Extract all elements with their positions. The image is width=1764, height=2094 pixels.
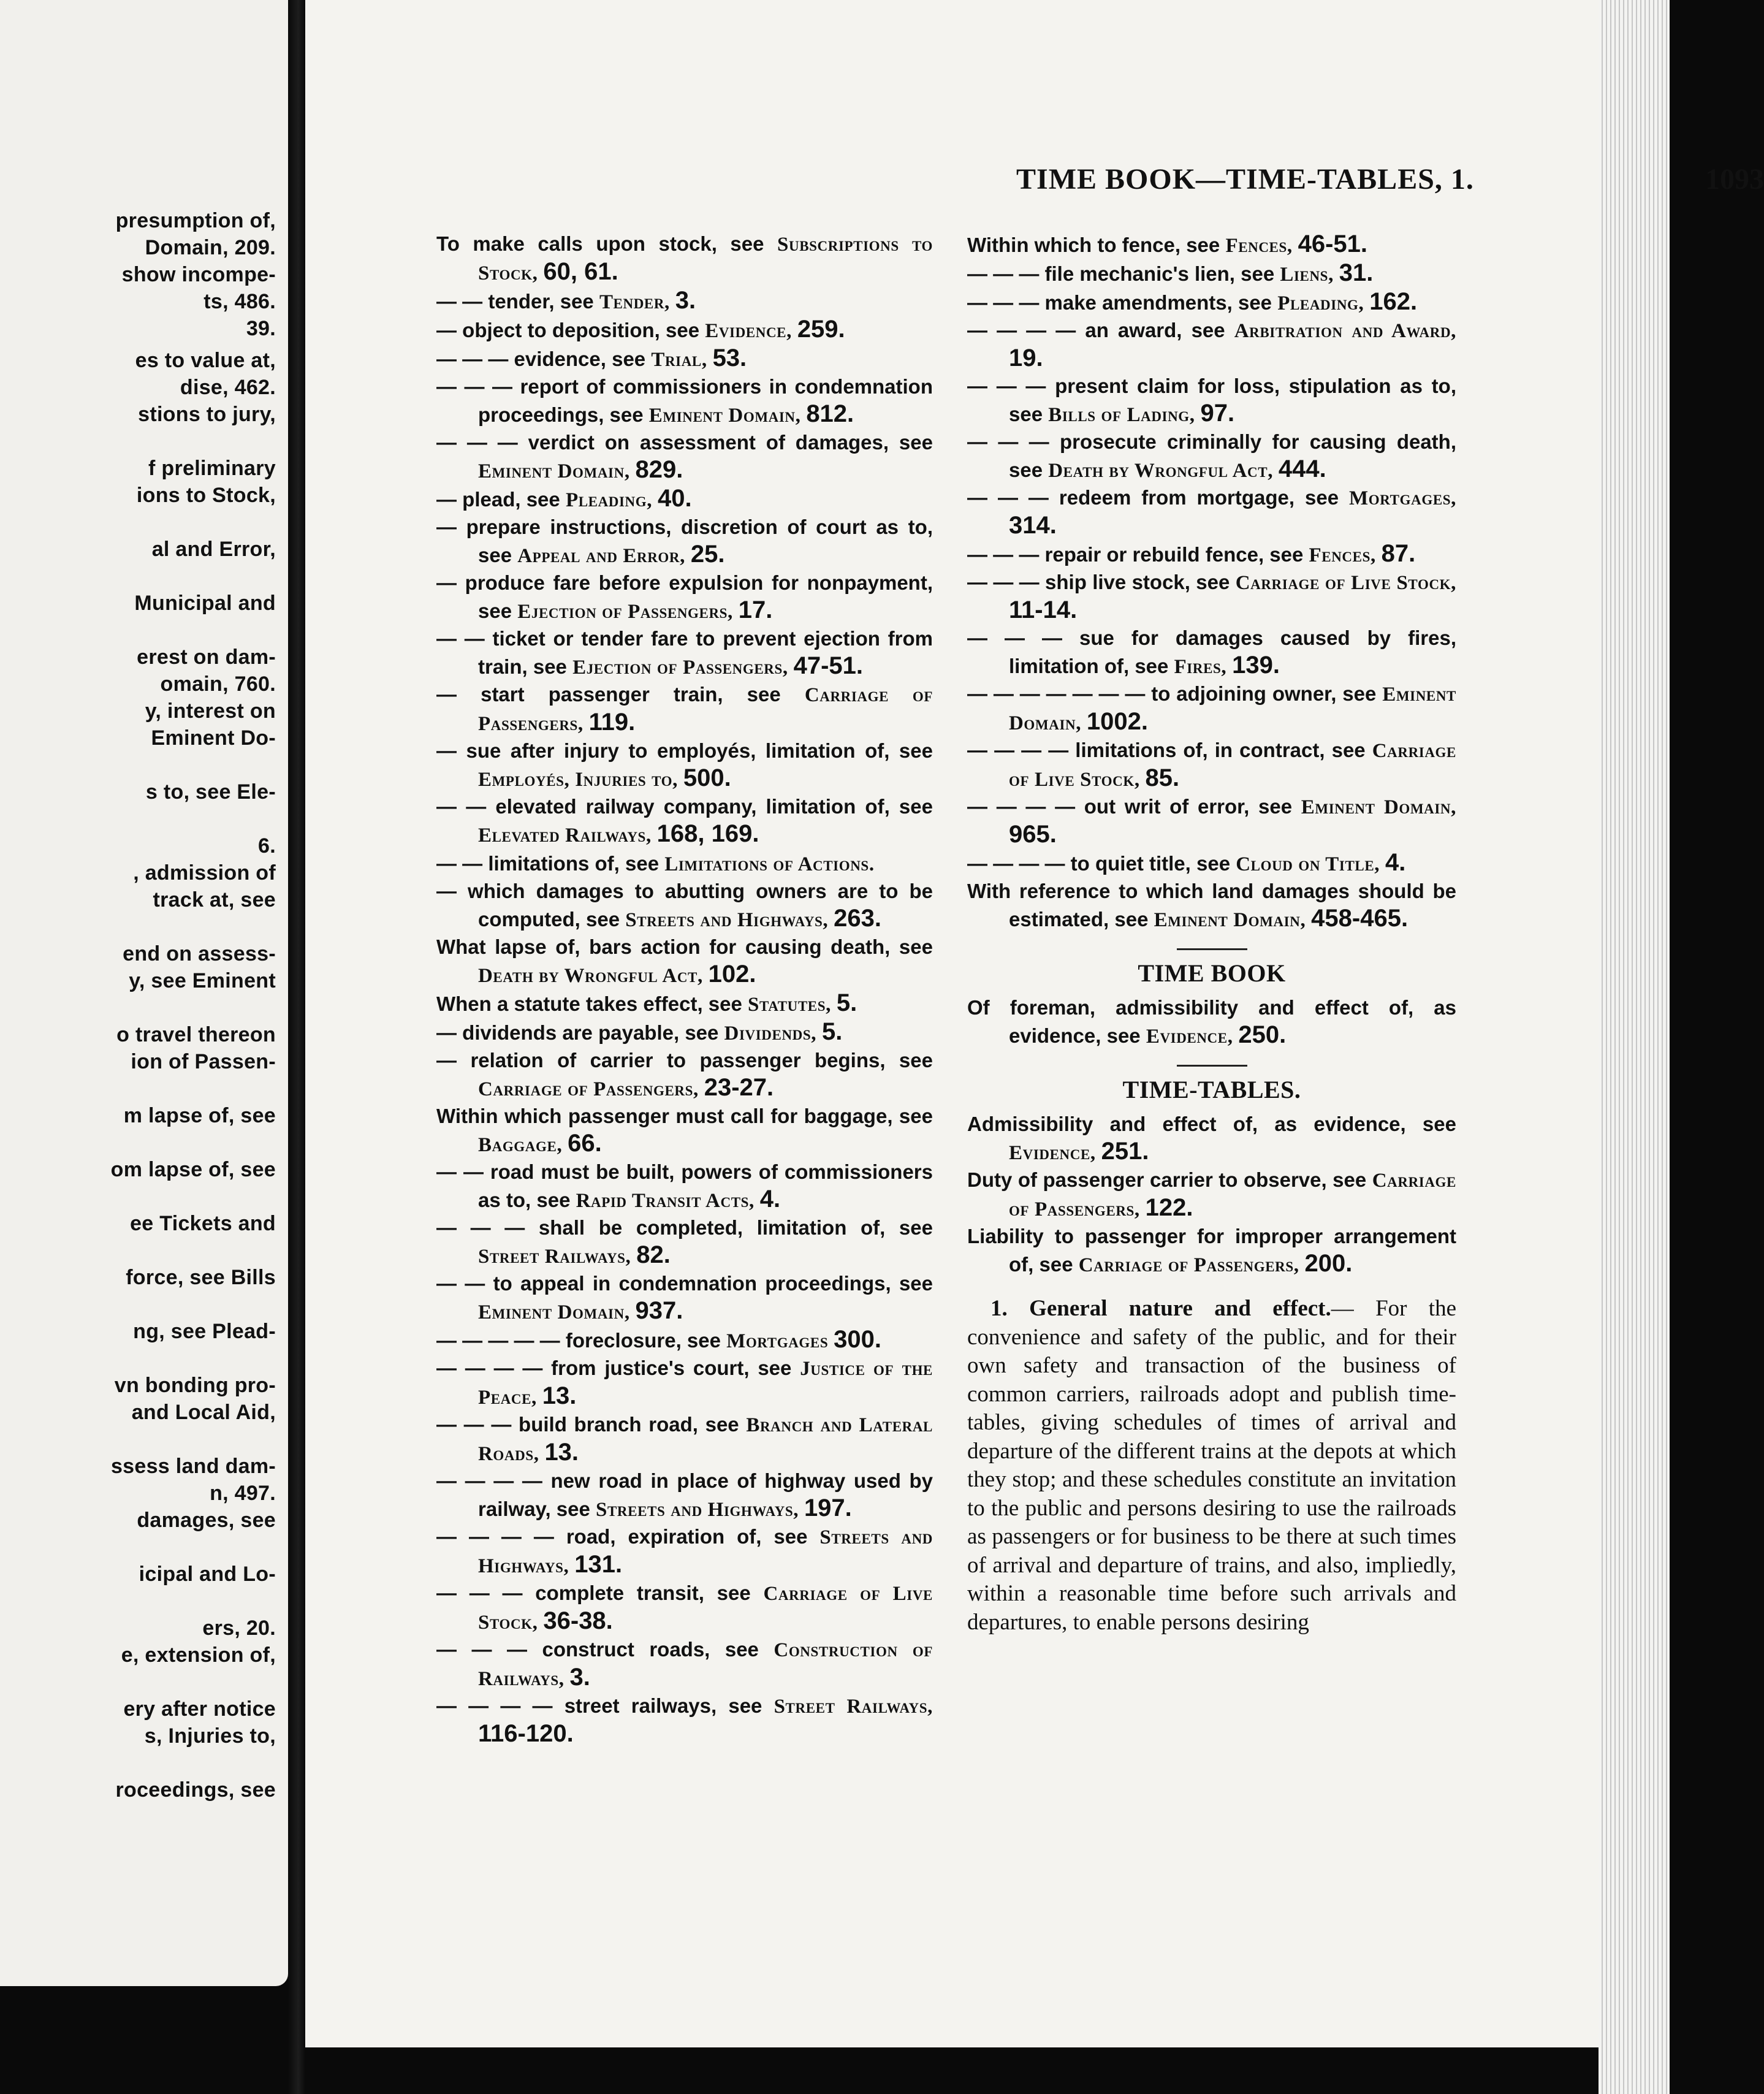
section-number: 87. bbox=[1381, 540, 1416, 567]
index-entry bbox=[436, 1214, 933, 1270]
entry-text: — relation of carrier to passenger begins, see bbox=[436, 1049, 933, 1072]
entry-text: To make calls upon stock, see bbox=[436, 232, 778, 255]
section-number: 122. bbox=[1145, 1194, 1193, 1221]
entry-text: — start passenger train, see bbox=[436, 683, 805, 706]
section-number: 3. bbox=[569, 1664, 590, 1691]
section-number: 5. bbox=[836, 989, 857, 1016]
left-page-fragment-line: , admission of bbox=[133, 861, 276, 885]
section-title-time-book: TIME BOOK bbox=[1138, 959, 1286, 987]
entry-text: Of foreman, admissibility and effect of, as evidence, see bbox=[967, 996, 1456, 1047]
index-entry bbox=[436, 514, 933, 569]
entry-text: — — — — new road in place of highway used by railway, see bbox=[436, 1469, 933, 1520]
index-entry bbox=[436, 1047, 933, 1103]
cross-reference: Statutes, bbox=[748, 994, 837, 1016]
cross-reference: Baggage, bbox=[478, 1134, 568, 1156]
section-divider bbox=[1177, 1065, 1247, 1067]
cross-reference: Liens, bbox=[1280, 264, 1339, 286]
section-number: 13. bbox=[544, 1439, 579, 1466]
entry-text: — — — sue for damages caused by fires, limitation of, see bbox=[967, 626, 1456, 677]
entry-text: — — ticket or tender fare to prevent ejection from train, see bbox=[436, 627, 933, 678]
cross-reference: Pleading, bbox=[1277, 292, 1370, 314]
cross-reference: Branch and Lateral Roads, bbox=[478, 1414, 933, 1465]
entry-text: — — — ship live stock, see bbox=[967, 571, 1236, 593]
cross-reference: Ejection of Passengers, bbox=[517, 601, 739, 623]
left-page-fragment-line: n, 497. bbox=[210, 1482, 276, 1505]
section-number: 60, 61. bbox=[543, 258, 618, 285]
index-entry bbox=[967, 484, 1456, 540]
entry-text: — — — — an award, see bbox=[967, 319, 1234, 341]
cross-reference: Carriage of Passengers, bbox=[478, 684, 933, 735]
index-entry bbox=[967, 878, 1456, 934]
page-number: 1093 bbox=[1705, 163, 1764, 196]
entry-text: — — tender, see bbox=[436, 290, 599, 313]
section-number: 4. bbox=[759, 1186, 781, 1213]
entry-text: — — — redeem from mortgage, see bbox=[967, 486, 1350, 509]
section-number: 47-51. bbox=[793, 652, 864, 679]
left-page-fragment-line: ssess land dam- bbox=[110, 1455, 276, 1478]
section-number: 965. bbox=[1009, 821, 1057, 848]
cross-reference: Arbitration and Award, bbox=[1234, 320, 1457, 342]
left-page-fragment-line: ts, 486. bbox=[203, 290, 276, 313]
entry-text: Duty of passenger carrier to observe, see bbox=[967, 1168, 1372, 1191]
section-title-time-tables: TIME-TABLES. bbox=[1122, 1076, 1301, 1103]
left-page-fragment-line: 6. bbox=[258, 834, 276, 858]
cross-reference: Rapid Transit Acts, bbox=[576, 1190, 760, 1212]
index-entry bbox=[967, 230, 1456, 259]
entry-text: — — — — street railways, see bbox=[436, 1694, 774, 1717]
entry-text: Within which to fence, see bbox=[967, 234, 1226, 256]
index-entry bbox=[967, 793, 1456, 849]
cross-reference: Subscriptions to Stock, bbox=[478, 234, 933, 284]
index-entry bbox=[436, 1355, 933, 1411]
index-entry bbox=[436, 989, 933, 1018]
left-page-fragment-line: Domain, 209. bbox=[145, 236, 276, 259]
index-entry bbox=[436, 793, 933, 849]
left-page-fragment-line: dise, 462. bbox=[180, 376, 276, 399]
section-number: 812. bbox=[806, 400, 854, 427]
section-number: 263. bbox=[834, 905, 881, 932]
time-book-entries bbox=[967, 994, 1456, 1050]
left-page-fragment-line: stions to jury, bbox=[138, 403, 276, 426]
section-number: 25. bbox=[690, 541, 725, 568]
section-number: 259. bbox=[797, 316, 845, 343]
cross-reference: Carriage of Live Stock, bbox=[478, 1583, 933, 1634]
entry-text: Within which passenger must call for baggage, see bbox=[436, 1105, 933, 1127]
cross-reference: Evidence, bbox=[705, 320, 797, 342]
entry-text: — — — complete transit, see bbox=[436, 1582, 764, 1604]
entry-text: — — to appeal in condemnation proceedings, see bbox=[436, 1272, 933, 1295]
index-entry bbox=[436, 1692, 933, 1748]
section-number: 11-14. bbox=[1009, 596, 1078, 623]
section-number: 300. bbox=[834, 1326, 881, 1353]
entry-text: — — — — limitations of, in contract, see bbox=[967, 739, 1372, 761]
entry-text: — produce fare before expulsion for nonpayment, see bbox=[436, 571, 933, 622]
section-number: 53. bbox=[712, 345, 747, 371]
index-entry bbox=[436, 1103, 933, 1159]
cross-reference: Death by Wrongful Act, bbox=[1048, 460, 1279, 482]
index-entry bbox=[436, 1580, 933, 1636]
entry-text: — — — — road, expiration of, see bbox=[436, 1525, 820, 1548]
cross-reference: Fences, bbox=[1309, 544, 1382, 566]
section-number: 162. bbox=[1369, 288, 1418, 315]
index-entry bbox=[436, 373, 933, 429]
index-entry bbox=[436, 1018, 933, 1047]
cross-reference: Appeal and Error, bbox=[517, 545, 691, 567]
index-entry bbox=[436, 681, 933, 737]
index-entry bbox=[436, 1270, 933, 1326]
section-number: 3. bbox=[675, 287, 696, 314]
cross-reference: Eminent Domain, bbox=[478, 460, 636, 482]
cross-reference: Bills of Lading, bbox=[1048, 404, 1201, 426]
index-entry bbox=[967, 849, 1456, 878]
left-page bbox=[0, 0, 288, 1986]
body-paragraph bbox=[967, 1295, 1456, 1637]
entry-text: — — — make amendments, see bbox=[967, 291, 1278, 314]
cross-reference: Street Railways, bbox=[774, 1696, 933, 1718]
section-number: 829. bbox=[635, 456, 683, 483]
entry-text: Admissibility and effect of, as evidence, see bbox=[967, 1113, 1456, 1135]
entry-text: — — — — — — — to adjoining owner, see bbox=[967, 682, 1383, 705]
cross-reference: Cloud on Title, bbox=[1236, 853, 1385, 875]
index-entry bbox=[967, 259, 1456, 288]
index-entry bbox=[436, 934, 933, 989]
section-number: 97. bbox=[1200, 400, 1235, 427]
entry-text: — — — — — foreclosure, see bbox=[436, 1329, 727, 1352]
index-entry bbox=[436, 1523, 933, 1580]
paragraph-heading: 1. General nature and effect. bbox=[990, 1296, 1331, 1321]
index-entry bbox=[436, 485, 933, 514]
index-entry bbox=[436, 1468, 933, 1523]
entry-text: — — elevated railway company, limitation of, see bbox=[436, 795, 933, 818]
entry-text: — — — verdict on assessment of damages, see bbox=[436, 431, 933, 454]
cross-reference: Justice of the Peace, bbox=[478, 1358, 933, 1409]
cross-reference: Eminent Domain, bbox=[648, 405, 807, 427]
index-entry bbox=[436, 569, 933, 625]
section-number: 66. bbox=[568, 1130, 602, 1157]
section-number: 139. bbox=[1232, 652, 1280, 679]
cross-reference: Limitations of Actions. bbox=[664, 853, 875, 875]
cross-reference: Mortgages, bbox=[1349, 487, 1456, 509]
index-entry bbox=[967, 428, 1456, 484]
section-number: 314. bbox=[1009, 512, 1057, 539]
section-number: 13. bbox=[542, 1382, 577, 1409]
cross-reference: Evidence, bbox=[1009, 1142, 1101, 1164]
index-entry bbox=[967, 1223, 1456, 1279]
left-page-fragment-line: Eminent Do- bbox=[151, 726, 276, 750]
cross-reference: Carriage of Passengers, bbox=[1009, 1170, 1456, 1220]
left-page-fragment-line: omain, 760. bbox=[160, 672, 276, 696]
section-number: 200. bbox=[1304, 1250, 1353, 1277]
cross-reference: Streets and Highways, bbox=[596, 1499, 804, 1521]
index-entry bbox=[967, 540, 1456, 569]
entry-text: — sue after injury to employés, limitation of, see bbox=[436, 739, 933, 762]
cross-reference: Dividends, bbox=[724, 1022, 822, 1045]
cross-reference: Streets and Highways, bbox=[625, 909, 834, 931]
index-column-left bbox=[436, 230, 933, 1748]
entry-text: — — — construct roads, see bbox=[436, 1638, 774, 1661]
cross-reference: Carriage of Passengers, bbox=[478, 1078, 704, 1100]
section-number: 131. bbox=[574, 1551, 623, 1578]
section-number: 1002. bbox=[1086, 708, 1149, 735]
index-entry bbox=[436, 625, 933, 681]
index-entry bbox=[436, 287, 933, 316]
index-entry bbox=[967, 1167, 1456, 1223]
entry-text: — — — present claim for loss, stipulation as to, see bbox=[967, 375, 1456, 425]
section-number: 102. bbox=[708, 961, 756, 988]
left-page-fragment-line: erest on dam- bbox=[137, 645, 276, 669]
entry-text: — — — evidence, see bbox=[436, 348, 652, 370]
index-entry bbox=[436, 737, 933, 793]
index-entry bbox=[436, 1326, 933, 1355]
left-page-fragment-line: m lapse of, see bbox=[123, 1104, 276, 1127]
section-number: 251. bbox=[1101, 1138, 1149, 1165]
index-entry bbox=[967, 680, 1456, 737]
entry-text: — which damages to abutting owners are to be computed, see bbox=[436, 880, 933, 931]
index-entry bbox=[967, 569, 1456, 625]
left-page-fragment-line: om lapse of, see bbox=[110, 1158, 276, 1181]
section-number: 17. bbox=[738, 596, 773, 623]
cross-reference: Street Railways, bbox=[478, 1246, 637, 1268]
cross-reference: Streets and Highways, bbox=[478, 1526, 933, 1577]
section-number: 23-27. bbox=[704, 1074, 774, 1101]
left-page-fragment-line: al and Error, bbox=[151, 538, 276, 561]
left-page-fragment-line: y, see Eminent bbox=[129, 969, 276, 992]
page-edges bbox=[1599, 0, 1670, 2094]
left-page-fragment-line: ions to Stock, bbox=[136, 484, 276, 507]
index-entry bbox=[436, 1411, 933, 1468]
cross-reference: Elevated Railways, bbox=[478, 824, 657, 847]
index-entry bbox=[436, 230, 933, 287]
section-number: 937. bbox=[635, 1297, 683, 1324]
left-page-fragment-line: e, extension of, bbox=[121, 1643, 276, 1667]
section-number: 36-38. bbox=[543, 1607, 613, 1634]
entry-text: — prepare instructions, discretion of court as to, see bbox=[436, 516, 933, 566]
cross-reference: Eminent Domain, bbox=[1009, 683, 1456, 734]
cross-reference: Trial, bbox=[651, 349, 713, 371]
left-page-fragment-line: and Local Aid, bbox=[131, 1401, 276, 1424]
index-entry bbox=[436, 1159, 933, 1214]
index-entry bbox=[967, 288, 1456, 317]
cross-reference: Mortgages bbox=[726, 1330, 834, 1352]
left-page-fragment-line: ng, see Plead- bbox=[133, 1320, 276, 1343]
cross-reference: Eminent Domain, bbox=[1154, 909, 1312, 931]
section-number: 119. bbox=[588, 709, 636, 736]
cross-reference: Eminent Domain, bbox=[1301, 796, 1456, 818]
cross-reference: Tender, bbox=[599, 291, 675, 313]
left-page-fragment-line: ery after notice bbox=[123, 1697, 276, 1721]
entry-text: When a statute takes effect, see bbox=[436, 992, 748, 1015]
entry-text: Liability to passenger for improper arrangement of, see bbox=[967, 1225, 1456, 1276]
left-page-fragment-line: f preliminary bbox=[148, 457, 276, 480]
left-page-fragment-line: vn bonding pro- bbox=[114, 1374, 276, 1397]
left-page-fragment-line: damages, see bbox=[137, 1509, 276, 1532]
entry-text: — — — — to quiet title, see bbox=[967, 852, 1236, 875]
section-number: 458-465. bbox=[1311, 905, 1409, 932]
section-number: 31. bbox=[1339, 259, 1374, 286]
section-number: 168, 169. bbox=[656, 820, 759, 847]
entry-text: — plead, see bbox=[436, 488, 566, 511]
index-entry bbox=[967, 737, 1456, 793]
cross-reference: Eminent Domain, bbox=[478, 1301, 636, 1323]
index-entry bbox=[967, 373, 1456, 428]
section-number: 116-120. bbox=[478, 1720, 574, 1747]
entry-text: — — — build branch road, see bbox=[436, 1413, 747, 1436]
left-page-fragment-line: 39. bbox=[246, 317, 276, 340]
cross-reference: Employés, Injuries to, bbox=[478, 769, 683, 791]
left-page-fragment-line: o travel thereon bbox=[116, 1023, 276, 1046]
left-page-fragment-line: roceedings, see bbox=[115, 1778, 276, 1802]
section-number: 500. bbox=[683, 764, 731, 791]
section-number: 197. bbox=[804, 1494, 852, 1521]
cross-reference: Ejection of Passengers, bbox=[572, 657, 794, 679]
left-page-fragment-line: end on assess- bbox=[123, 942, 276, 965]
entry-text: — — — — out writ of error, see bbox=[967, 795, 1301, 818]
index-entry bbox=[436, 1636, 933, 1692]
left-page-fragment-line: force, see Bills bbox=[126, 1266, 276, 1289]
entry-text: — — — shall be completed, limitation of, see bbox=[436, 1216, 933, 1239]
left-page-fragment-line: presumption of, bbox=[115, 209, 276, 232]
entry-text: — — limitations of, see bbox=[436, 852, 665, 875]
entry-text: — — — file mechanic's lien, see bbox=[967, 262, 1280, 285]
left-page-fragment-line: ee Tickets and bbox=[130, 1212, 276, 1235]
left-page-fragment-line: y, interest on bbox=[145, 699, 276, 723]
cross-reference: Fires, bbox=[1174, 656, 1233, 678]
index-entry bbox=[436, 345, 933, 373]
left-page-fragment-line: show incompe- bbox=[121, 263, 276, 286]
cross-reference: Evidence, bbox=[1146, 1026, 1239, 1048]
left-page-fragment-line: Municipal and bbox=[134, 592, 276, 615]
entry-text: — dividends are payable, see bbox=[436, 1021, 724, 1044]
index-entry bbox=[436, 849, 933, 878]
cross-reference: Pleading, bbox=[565, 489, 658, 511]
left-page-fragment-line: ers, 20. bbox=[202, 1616, 276, 1640]
left-page-fragment-line: s to, see Ele- bbox=[145, 780, 276, 804]
index-entry bbox=[967, 1111, 1456, 1167]
index-entry bbox=[436, 429, 933, 485]
section-number: 40. bbox=[657, 485, 692, 512]
index-column-right bbox=[967, 230, 1456, 1637]
entry-text: — — — repair or rebuild fence, see bbox=[967, 543, 1309, 566]
index-entry bbox=[967, 994, 1456, 1050]
entry-text: What lapse of, bars action for causing death, see bbox=[436, 935, 933, 958]
time-tables-entries bbox=[967, 1111, 1456, 1279]
entry-text: — — — prosecute criminally for causing death, see bbox=[967, 430, 1456, 481]
left-page-fragment-line: es to value at, bbox=[135, 349, 276, 372]
index-entries-continued bbox=[967, 230, 1456, 934]
cross-reference: Death by Wrongful Act, bbox=[478, 965, 709, 987]
left-page-fragment-line: s, Injuries to, bbox=[144, 1724, 276, 1748]
section-number: 5. bbox=[821, 1018, 843, 1045]
cross-reference: Construction of Railways, bbox=[478, 1639, 933, 1690]
section-number: 4. bbox=[1385, 849, 1406, 876]
index-entry bbox=[967, 625, 1456, 680]
cross-reference: Carriage of Passengers, bbox=[1078, 1254, 1305, 1276]
left-page-fragment-line: icipal and Lo- bbox=[139, 1563, 276, 1586]
book-gutter bbox=[288, 0, 305, 2094]
left-page-fragment-line: track at, see bbox=[153, 888, 276, 912]
cross-reference: Carriage of Live Stock, bbox=[1235, 572, 1456, 594]
cross-reference: Carriage of Live Stock, bbox=[1009, 740, 1456, 791]
section-number: 82. bbox=[636, 1241, 671, 1268]
running-head: TIME BOOK—TIME-TABLES, 1. bbox=[1016, 163, 1474, 196]
section-number: 19. bbox=[1009, 345, 1043, 371]
section-number: 250. bbox=[1238, 1021, 1287, 1048]
index-entry bbox=[436, 878, 933, 934]
section-number: 444. bbox=[1278, 455, 1326, 482]
index-entry bbox=[436, 316, 933, 345]
index-entry bbox=[967, 317, 1456, 373]
cross-reference: Fences, bbox=[1225, 235, 1298, 257]
entry-text: — — — — from justice's court, see bbox=[436, 1357, 800, 1379]
section-divider bbox=[1177, 948, 1247, 950]
entry-text: — — road must be built, powers of commissioners as to, see bbox=[436, 1160, 933, 1211]
left-page-fragment-line: ion of Passen- bbox=[131, 1050, 276, 1073]
entry-text: With reference to which land damages should be estimated, see bbox=[967, 880, 1456, 931]
section-number: 46-51. bbox=[1298, 230, 1368, 257]
entry-text: — — — report of commissioners in condemnation proceedings, see bbox=[436, 375, 933, 426]
paragraph-text: — For the convenience and safety of the public, and for their own safety and transaction of the business of common carriers, railroads adopt and publish time-tables, giving schedules of times of arrival and departure of the different trains at the depots at which they stop; and these schedules constitute an invitation to the public and persons desiring to use the railroads as passengers or for business to be there at such times of arrival and departure of trains, and also, impliedly, within a reasonable time before such arrivals and departures, to enable persons desiring bbox=[967, 1296, 1456, 1635]
entry-text: — object to deposition, see bbox=[436, 319, 705, 341]
section-number: 85. bbox=[1145, 764, 1180, 791]
